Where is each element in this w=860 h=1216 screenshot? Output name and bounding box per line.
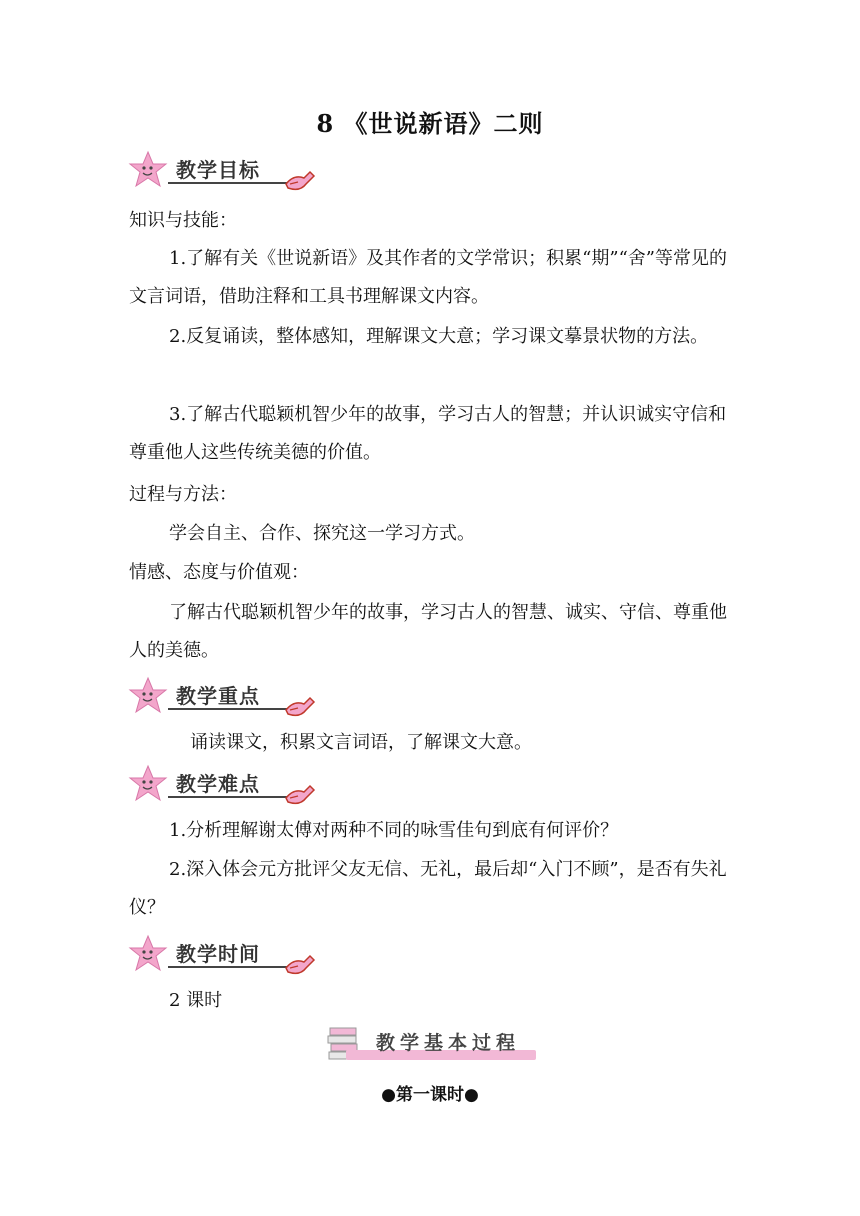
process-banner <box>326 1020 536 1066</box>
lesson-marker: ●第一课时● <box>381 1085 479 1105</box>
divider <box>168 182 294 184</box>
knowledge-label: 知识与技能： <box>129 210 237 231</box>
section-header-key-points <box>128 676 308 720</box>
time-text: 2 课时 <box>169 990 223 1011</box>
section-heading: 教学目标 <box>176 158 260 182</box>
knowledge-item-2: 2.反复诵读，整体感知，理解课文大意；学习课文摹景状物的方法。 <box>169 326 709 347</box>
divider <box>168 708 294 710</box>
emotion-text: 了解古代聪颖机智少年的故事，学习古人的智慧、诚实、守信、尊重他人的美德。 <box>129 602 727 661</box>
divider <box>168 796 294 798</box>
knowledge-item-1: 1.了解有关《世说新语》及其作者的文学常识；积累“期”“舍”等常见的文言词语，借助注释和工具书理解课文内容。 <box>129 248 727 307</box>
process-label: 过程与方法： <box>129 484 237 505</box>
section-heading: 教学重点 <box>176 684 260 708</box>
section-heading: 教学难点 <box>176 772 260 796</box>
star-icon <box>128 764 168 804</box>
divider <box>168 966 294 968</box>
section-header-objectives <box>128 150 308 194</box>
pen-icon <box>284 784 316 808</box>
difficulty-item-2: 2.深入体会元方批评父友无信、无礼，最后却“入门不顾”，是否有失礼仪？ <box>129 859 727 918</box>
star-icon <box>128 676 168 716</box>
process-text: 学会自主、合作、探究这一学习方式。 <box>169 523 475 544</box>
section-header-time <box>128 934 308 978</box>
star-icon <box>128 934 168 974</box>
pen-icon <box>284 696 316 720</box>
pen-icon <box>284 954 316 978</box>
section-header-difficulties <box>128 764 308 808</box>
difficulty-item-1: 1.分析理解谢太傅对两种不同的咏雪佳句到底有何评价？ <box>169 820 619 841</box>
emotion-label: 情感、态度与价值观： <box>129 562 309 583</box>
page-title: 8 《世说新语》二则 <box>316 109 544 138</box>
section-heading: 教学时间 <box>176 942 260 966</box>
banner-label: 教学基本过程 <box>376 1032 521 1054</box>
star-icon <box>128 150 168 190</box>
knowledge-item-3: 3.了解古代聪颖机智少年的故事，学习古人的智慧；并认识诚实守信和尊重他人这些传统美德的价值。 <box>129 404 727 463</box>
pen-icon <box>284 170 316 194</box>
key-points-text: 诵读课文，积累文言词语，了解课文大意。 <box>190 732 532 753</box>
